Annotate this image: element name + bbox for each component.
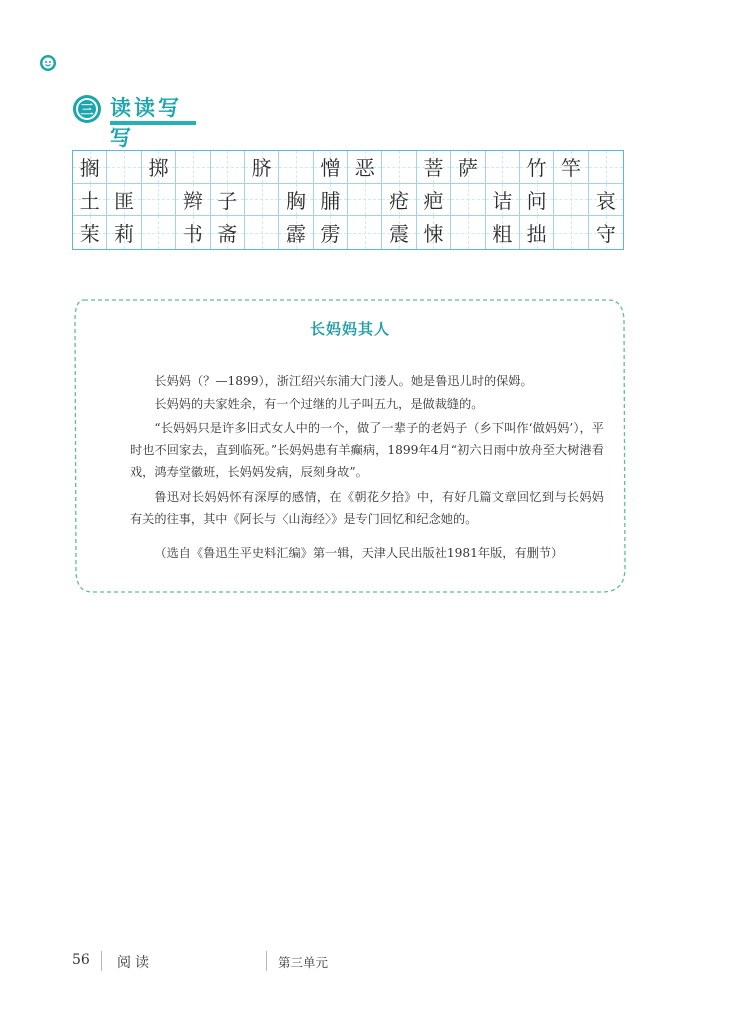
vocab-cell (589, 151, 623, 184)
vocab-cell (382, 184, 416, 217)
vocab-char: 竿 (560, 156, 581, 181)
vocab-cell (279, 151, 313, 184)
vocab-cell (107, 151, 141, 184)
footer-section-name: 阅读 (117, 955, 153, 971)
article-title: 长妈妈其人 (309, 320, 390, 338)
article-box (72, 298, 628, 594)
vocab-char: 子 (217, 188, 238, 213)
vocab-cell (176, 184, 210, 217)
vocab-cell (107, 216, 141, 249)
vocab-cell (486, 151, 520, 184)
article-paragraph: 长妈妈（？—1899），浙江绍兴东浦大门溇人。她是鲁迅儿时的保姆。 (154, 374, 533, 388)
article-paragraph: 鲁迅对长妈妈怀有深厚的感情，在《朝花夕拾》中，有好几篇文章回忆到与长妈妈有关的往事，其中《阿长与〈山海经〉》是专门回忆和纪念她的。 (130, 490, 604, 526)
section-title: 读读写写 (110, 96, 182, 150)
vocab-char: 土 (79, 188, 100, 213)
vocab-cell (176, 216, 210, 249)
vocab-cell (245, 216, 279, 249)
vocab-cell (314, 151, 348, 184)
vocab-char: 脐 (251, 156, 272, 181)
vocab-char: 拙 (526, 222, 547, 247)
article-paragraph: “长妈妈只是许多旧式女人中的一个，做了一辈子的老妈子（乡下叫作‘做妈妈’），平时也不回家去，直到临死。”长妈妈患有羊癫病，1899年4月“初六日雨中放舟至大树港看戏，鸿寿堂徽班，长妈妈发病，辰刻身故”。 (130, 421, 604, 479)
vocab-cell (107, 184, 141, 217)
vocab-cell (348, 151, 382, 184)
vocab-char: 胸 (285, 188, 306, 213)
vocab-cell (211, 151, 245, 184)
vocab-char: 书 (182, 222, 203, 247)
vocab-cell (417, 151, 451, 184)
vocab-cell (211, 216, 245, 249)
vocab-char: 诘 (492, 188, 513, 213)
vocab-char: 茉 (79, 222, 100, 247)
footer-divider (266, 951, 267, 971)
vocab-cell (348, 216, 382, 249)
vocab-char: 疮 (389, 188, 410, 213)
vocab-cell (451, 216, 485, 249)
vocab-cell (211, 184, 245, 217)
vocab-char: 竹 (526, 156, 547, 181)
vocab-cell (520, 151, 554, 184)
vocab-cell (348, 184, 382, 217)
vocab-cell (451, 151, 485, 184)
vocab-char: 脯 (320, 188, 341, 213)
page-number: 56 (72, 952, 90, 968)
vocab-char: 疤 (423, 188, 444, 213)
article-source: （选自《鲁迅生平史料汇编》第一辑，天津人民出版社1981年版，有删节） (154, 546, 564, 560)
vocab-char: 菩 (423, 156, 444, 181)
vocab-char: 莉 (114, 222, 135, 247)
footer-unit: 第三单元 (278, 955, 329, 970)
vocab-cell (520, 184, 554, 217)
vocab-char: 震 (389, 222, 410, 247)
vocab-char: 掷 (148, 156, 169, 181)
vocab-cell (245, 151, 279, 184)
section-underline (110, 121, 196, 125)
vocabulary-grid (72, 150, 624, 250)
vocab-char: 萨 (457, 156, 478, 181)
vocab-cell (382, 151, 416, 184)
section-number: 三 (80, 103, 94, 118)
vocab-cell (382, 216, 416, 249)
vocab-cell (520, 216, 554, 249)
vocab-char: 憎 (320, 156, 341, 181)
vocab-char: 霹 (285, 222, 306, 247)
section-heading (72, 92, 202, 150)
vocab-char: 守 (595, 222, 616, 247)
section-number-icon (72, 94, 102, 124)
vocab-cell (142, 151, 176, 184)
vocab-cell (486, 184, 520, 217)
vocab-cell (73, 216, 107, 249)
vocab-cell (417, 216, 451, 249)
vocab-cell (176, 151, 210, 184)
vocab-cell (589, 216, 623, 249)
vocab-char: 悚 (423, 222, 444, 247)
vocab-char: 粗 (492, 222, 513, 247)
vocab-char: 哀 (595, 188, 616, 213)
vocab-cell (554, 216, 588, 249)
vocab-char: 斋 (217, 222, 238, 247)
vocab-char: 搁 (79, 156, 100, 181)
smiley-face-icon (39, 54, 57, 72)
vocab-cell (142, 184, 176, 217)
vocab-cell (554, 151, 588, 184)
vocab-cell (554, 184, 588, 217)
vocab-char: 恶 (354, 156, 375, 181)
vocab-cell (279, 184, 313, 217)
vocab-cell (73, 184, 107, 217)
vocab-char: 问 (526, 188, 547, 213)
vocab-cell (73, 151, 107, 184)
vocab-cell (279, 216, 313, 249)
vocab-char: 匪 (114, 188, 135, 213)
vocab-cell (314, 184, 348, 217)
article-paragraph: 长妈妈的夫家姓余，有一个过继的儿子叫五九，是做裁缝的。 (154, 397, 484, 411)
vocab-cell (142, 216, 176, 249)
vocab-char: 雳 (320, 222, 341, 247)
footer-divider (101, 951, 102, 971)
vocab-cell (314, 216, 348, 249)
vocab-cell (417, 184, 451, 217)
vocab-cell (245, 184, 279, 217)
vocab-cell (486, 216, 520, 249)
vocab-cell (589, 184, 623, 217)
vocab-cell (451, 184, 485, 217)
vocab-char: 辫 (182, 188, 203, 213)
